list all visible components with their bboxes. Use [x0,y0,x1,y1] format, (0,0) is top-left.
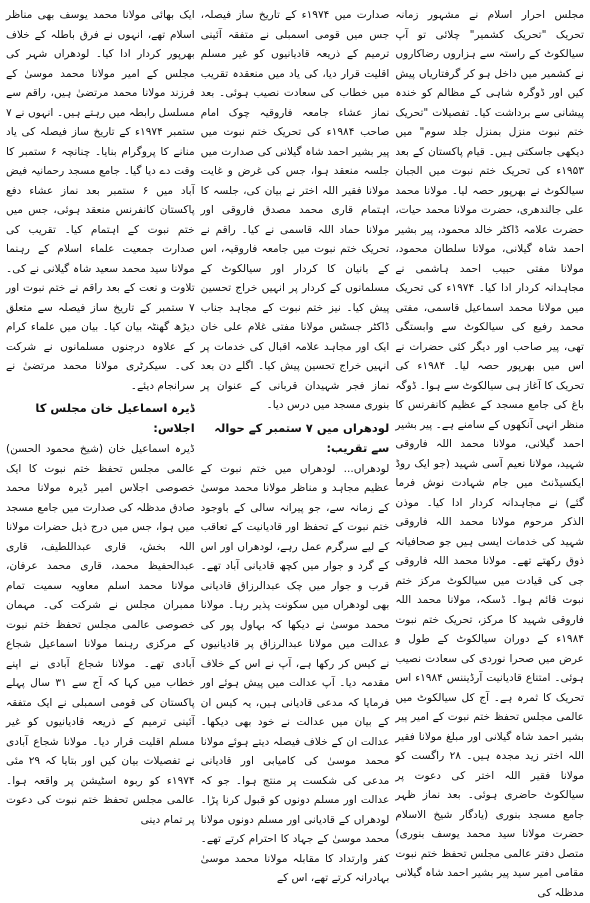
column-paragraph: صدارت میں ۱۹۷۴ء کے تاریخ ساز فیصلہ، جس میں قومی اسمبلی نے متفقہ آئینی ترمیم کے ذریعہ قادیانیوں کو غیر مسلم اقلیت قرار دیا، کی یاد میں منعقدہ تقریب میں خطاب کی سعادت نصیب ہوئی۔ بعد نماز عشاء جامعہ فاروقیہ چوک امام صاحب ۱۹۸۴ء کی تحریک ختم نبوت میں پیر بشیر احمد شاہ گیلانی کی صدارت میں جلسہ منعقد ہوا، جس کی غرض و غایت مولانا فقیر اللہ اختر نے بیان کی، جلسہ کا اہتمام قاری محمد مصدق فاروقی اور مولانا حماد اللہ قاسمی نے کیا۔ راقم نے تحریک ختم نبوت میں جامعہ فاروقیہ، اس کے بانیان کا کردار اور سیالکوٹ کے مسلمانوں کے کردار پر انہیں خراج تحسین پیش کیا۔ نیز ختم نبوت کے مجاہد جناب ڈاکٹر جسٹس مولانا مفتی غلام علی خان ایک اور مجاہد علامہ اقبال کی خدمات پر انہیں خراج تحسین پیش کیا۔ اگلے دن بعد نماز فجر شہیدان قربانی کے عنوان پر بنوری مسجد میں درس دیا۔ [200,9,390,411]
section-heading: لودھراں میں ۷ ستمبر کے حوالہ سے تقریب: [214,420,390,455]
column-paragraph: ایک بھائی مولانا محمد یوسف بھی مناظر اسلام تھے، انہوں نے فرق باطلہ کے خلاف بھرپور کردار ادا کیا۔ لودھراں شہر کی مجلس کے امیر مولانا محمد موسیٰ کے فرزند مولانا محمد مرتضیٰ ہیں، راقم سے مسلسل رابطہ میں رہتے ہیں۔ انہوں نے ۷ ستمبر ۱۹۷۴ء کے تاریخ ساز فیصلہ کی یاد منانے کا پروگرام بنایا۔ چنانچہ ۶ ستمبر کا وقت دے دیا گیا۔ جامع مسجد رحمانیہ فیض آباد میں ۶ ستمبر بعد نماز عشاء دفع پاکستان کانفرنس منعقد ہوئی، جس میں ختم نبوت کے اہتمام کیا۔ تقریب کی صدارت جمعیت علماء اسلام کے رہنما مولانا سید محمد سعید شاہ گیلانی نے کی۔ تلاوت و نعت کے بعد راقم نے ختم نبوت اور ۷ ستمبر کے تاریخ ساز فیصلہ سے متعلق دیڑھ گھنٹہ بیان کیا۔ بیان میں علماء کرام کے علاوہ درجنوں مسلمانوں نے شرکت کی۔ سیکرٹری مولانا محمد مرتضیٰ نے سرانجام دیئے۔ [5,9,195,392]
section-heading: ڈیرہ اسماعیل خان مجلس کا اجلاس: [35,401,195,435]
text-column-right [395,6,584,899]
column-paragraph: مجلس احرار اسلام نے مشہور زمانہ تحریک "تحریک کشمیر" چلائی تو آپ سیالکوٹ کے راستہ سے ہزاروں رضاکاروں نے کشمیر میں داخل ہو کر گرفتاریاں پیش کیں اور ڈوگرہ شاہی کے مظالم کو خندہ پیشانی سے برداشت کیا۔ تفصیلات "تحریک ختم نبوت منزل بمنزل جلد سوم" میں دیکھی جاسکتی ہیں۔ قیام پاکستان کے بعد ۱۹۵۳ء کی تحریک ختم نبوت میں الجبان سیالکوٹ نے بھرپور حصہ لیا۔ مولانا محمد علی جالندھری، حضرت مولانا محمد حیات، حضرت علامہ ڈاکٹر خالد محمود، پیر بشیر احمد شاہ گیلانی، مولانا سلطان محمود، مولانا مفتی حبیب احمد ہاشمی نے مجاہدانہ کردار ادا کیا۔ ۱۹۷۴ء کی تحریک میں مولانا محمد اسماعیل قاسمی، مفتی محمد رفیع کی سیالکوٹ سے وابستگی تھی، پیر صاحب اور دیگر کئی حضرات نے اس میں بھرپور حصہ لیا۔ ۱۹۸۴ء کی تحریک کا آغاز ہی سیالکوٹ سے ہوا۔ ڈوگہ باغ کی جامع مسجد کے عظیم کانفرنس کا منظر انہی آنکھوں کے سامنے ہے۔ پیر بشیر احمد گیلانی، مولانا محمد اللہ فاروقی شہید، مولانا نعیم آسی شہید (جو ایک روڈ ایکسیڈنٹ میں جام شہادت نوش فرما گئے) نے مجاہدانہ کردار ادا کیا۔ موذن الذکر مرحوم مولانا محمد اللہ فاروقی شہید کی خدمات ایسی ہیں جو صحافیانہ ذوق رکھتے تھے۔ مولانا محمد اللہ فاروقی جی کی قیادت میں سیالکوٹ مرکز ختم نبوت قائم ہوا۔ ڈسکہ، مولانا محمد اللہ فاروقی شہید کا مرکز، تحریک ختم نبوت ۱۹۸۴ء کے دوران سیالکوٹ کے طول و عرض میں صحرا نوردی کی سعادت نصیب ہوئی۔ امتناع قادیانیت آرڈیننس ۱۹۸۴ء اس تحریک کا ثمرہ ہے۔ آج کل سیالکوٹ میں عالمی مجلس تحفظ ختم نبوت کے امیر پیر بشیر احمد شاہ گیلانی اور مبلغ مولانا فقیر اللہ اختر زید مجدہ ہیں۔ ۲۸ راگست کو مولانا فقیر اللہ اختر کی دعوت پر سیالکوٹ حاضری ہوئی۔ بعد نماز ظہر جامع مسجد بنوری (یادگار شیخ الاسلام حضرت مولانا سید محمد یوسف بنوری) متصل دفتر عالمی مجلس تحفظ ختم نبوت مقامی امیر سید پیر بشیر احمد شاہ گیلانی مدظلہ کی [395,9,584,899]
text-column-left [5,6,195,826]
column-paragraph: لودھراں... لودھراں میں ختم نبوت کے عظیم مجاہد و مناظر مولانا محمد موسیٰ کے زمانہ سے، جو پیرانہ سالی کے باوجود ختم نبوت کے تحفظ اور قادیانیت کے تعاقب کے لیے سرگرم عمل رہے، لودھراں اور اس کے گرد و جوار میں کچھ قادیانی آباد تھے۔ قرب و جوار میں چک عبدالرزاق قادیانی بھی لودھراں میں سکونت پذیر رہا۔ مولانا محمد موسیٰ نے دیکھا کہ بہاول پور کی عدالت میں مولانا عبدالرزاق پر قادیانیوں نے کیس کر رکھا ہے، آپ نے اس کے خلاف مقدمہ دیا۔ آپ عدالت میں پیش ہوئے اور فرمایا کہ مدعی قادیانی ہیں، یہ کیس ان کے بیان میں عدالت نے خود بھی دیکھا۔ عدالت ان کے خلاف فیصلہ دیتے ہوئے مولانا محمد موسیٰ کی کامیابی اور قادیانی مدعی کی شکست پر منتج ہوا۔ جو کہ عدالت اور مسلم دونوں کو قبول کرنا پڑا۔ لودھراں کے قادیانی اور مسلم دونوں مولانا محمد موسیٰ کے جہاد کا احترام کرتے تھے۔ کفر وارتداد کا مقابلہ مولانا محمد موسیٰ بہادرانہ کرتے تھے، اس کے [200,462,390,884]
column-paragraph: ڈیرہ اسماعیل خان (شیخ محمود الحسن) عالمی مجلس تحفظ ختم نبوت کا ایک خصوصی اجلاس امیر ڈیرہ مولانا محمد صادق مدظلہ کی صدارت میں جامع مسجد میں ہوا، جس میں درج ذیل حضرات مولانا اللہ بخش، قاری عبداللطیف، قاری عبدالحفیظ محمد، قاری محمد عرفان، مولانا محمد اسلم معاویہ سمیت تمام ممبران مجلس نے شرکت کی۔ مہمان خصوصی عالمی مجلس تحفظ ختم نبوت کے مرکزی رہنما مولانا اسماعیل شجاع آبادی تھے۔ مولانا شجاع آبادی نے اپنے خطاب میں کہا کہ آج سے ۳۱ سال پہلے پاکستان کی قومی اسمبلی نے ایک متفقہ آئینی ترمیم کے ذریعہ قادیانیوں کو غیر مسلم اقلیت قرار دیا۔ مولانا شجاع آبادی نے تفصیلات بیان کیں اور بتایا کہ ۲۹ مئی ۱۹۷۴ء کو ربوہ اسٹیشن پر واقعہ ہوا۔ عالمی مجلس تحفظ ختم نبوت کی دعوت پر تمام دینی [5,443,195,826]
text-column-middle [200,6,390,884]
